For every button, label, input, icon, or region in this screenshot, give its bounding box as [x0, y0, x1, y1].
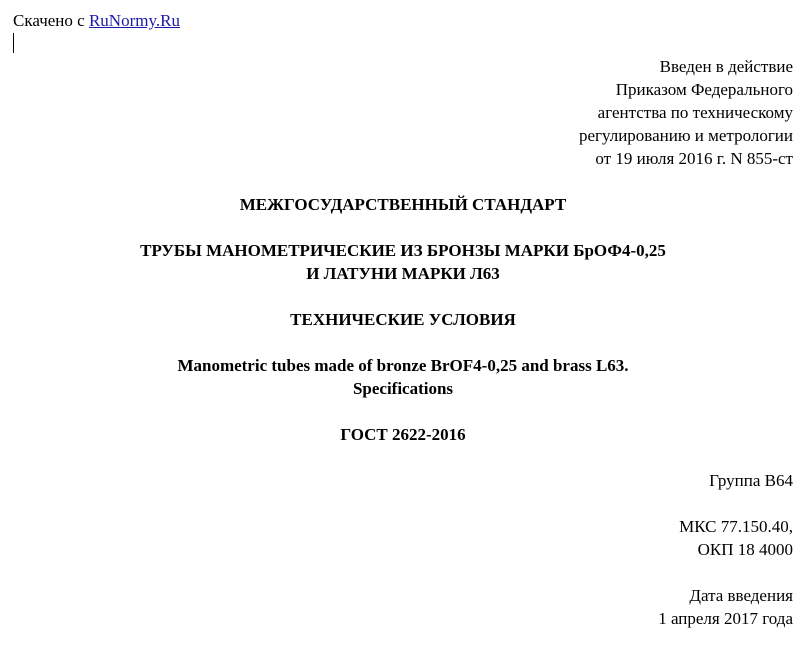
- gost-number: ГОСТ 2622-2016: [340, 425, 466, 444]
- english-title-line-1: Manometric tubes made of bronze BrOF4-0,25 and brass L63.: [177, 356, 629, 375]
- download-notice-prefix: Скачено с: [13, 11, 89, 30]
- mks-code: МКС 77.150.40,: [679, 517, 793, 536]
- enactment-line-2: Приказом Федерального: [615, 80, 793, 99]
- okp-code: ОКП 18 4000: [697, 540, 793, 559]
- text-cursor: [13, 33, 14, 53]
- effective-date-value: 1 апреля 2017 года: [658, 609, 793, 628]
- standard-type-heading: МЕЖГОСУДАРСТВЕННЫЙ СТАНДАРТ: [239, 195, 567, 214]
- document-title-line-1: ТРУБЫ МАНОМЕТРИЧЕСКИЕ ИЗ БРОНЗЫ МАРКИ БрОФ4-0,25: [140, 241, 666, 260]
- english-title-line-2: Specifications: [352, 379, 454, 398]
- runormy-link[interactable]: RuNormy.Ru: [88, 11, 180, 30]
- enactment-line-4: регулированию и метрологии: [578, 126, 793, 145]
- enactment-line-1: Введен в действие: [659, 57, 793, 76]
- effective-date-label: Дата введения: [689, 586, 793, 605]
- document-subtitle: ТЕХНИЧЕСКИЕ УСЛОВИЯ: [290, 310, 516, 329]
- document-title-line-2: И ЛАТУНИ МАРКИ Л63: [306, 264, 500, 283]
- enactment-line-5: от 19 июля 2016 г. N 855-ст: [595, 149, 793, 168]
- enactment-line-3: агентства по техническому: [597, 103, 793, 122]
- group-code: Группа В64: [709, 471, 793, 490]
- download-notice: [13, 9, 180, 32]
